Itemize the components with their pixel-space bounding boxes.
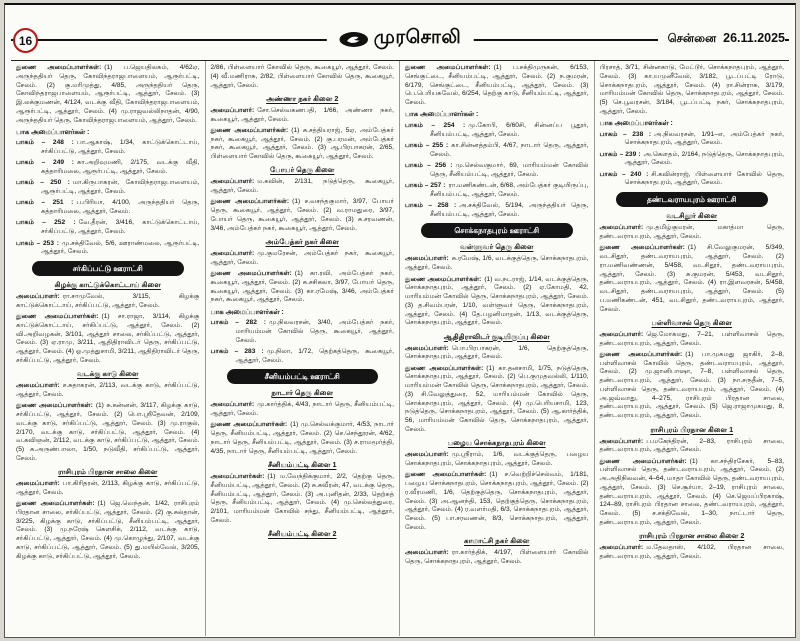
entry-text: மு.குமரேசன், அம்பேத்கர் நகர், கூகையூர், ஆத்தூர், சேலம்.: [210, 249, 394, 266]
entry-paragraph: [211, 178, 395, 196]
newspaper-logo: [327, 27, 474, 51]
column-4: [595, 61, 790, 636]
entry-text: பிரசாத், 3/71, சின்னகாடு, மேட்டூர், சொக்கநாதபுரம், ஆத்தூர், சேலம். (3) கா.யமுனீவேல், 3/182, பூடப்பட்டி ரோடு, சொக்கநாதபுரம், ஆத்தூர், சேலம். (4) ரா.சின்ராசு, 3/179, மாரியம்மன் கோவில் தெரு, சொக்கநாதபுரம், ஆத்தூர், சேலம். (5) செ.பூவரசன், 3/184, பூடப்பட்டி நகர், சொக்கநாதபுரம், ஆத்தூர், சேலம்.: [599, 64, 784, 115]
bird-logo-icon: [339, 31, 369, 48]
entry-text: (1) ப.சக்திமுருகன், 6/153, செங்குட்டை, சீனியம்பட்டி, ஆத்தூர், சேலம். (2) ந.குமரன், 6/179, செங்குட்டை, சீனியம்பட்டி, ஆத்தூர், சேலம். (3) பெ.பெரியசுவேல், 6/254, தெற்கு காடு, சீனியம்பட்டி, ஆத்தூர், சேலம்.: [405, 64, 589, 107]
entry-text: மு.செல்வகுமார், 69, மாரியம்மன் கோவில் தெரு, சீனியம்பட்டி, ஆத்தூர், சேலம்.: [430, 161, 589, 178]
entry-label: துணை அமைப்பாளர்கள்:: [405, 364, 484, 372]
entry-label: துணை அமைப்பாளர்கள்:: [405, 471, 487, 479]
entry-label: பாகம் – 258 :: [405, 201, 457, 209]
entry-label: பாகம் – 254 :: [405, 121, 466, 129]
section-label: பாக அமைப்பாளர்கள் :: [405, 111, 479, 119]
entry-label: அமைப்பாளர்:: [210, 178, 255, 186]
entry-label: பாகம் – 256 :: [405, 161, 453, 169]
page-number: 16: [18, 33, 33, 48]
entry-paragraph: [600, 244, 785, 314]
entry-text: மு.கார்த்திக், 4/43, நாடார் தெரு, சீனியம்பட்டி, ஆத்தூர், சேலம்.: [210, 401, 394, 418]
entry-text: கா.சின்னத்தம்பி, 4/67, நாடார் தெரு, ஆத்தூர், சேலம்.: [430, 141, 589, 158]
entry-text: மு.தமிழ்குமரன், மகாத்மா தெரு, தண்டவராயபுரம், ஆத்தூர், சேலம்.: [599, 224, 784, 240]
entry-label: பாகம் – 248 :: [16, 139, 74, 147]
entry-paragraph: [600, 438, 785, 456]
branch-header: நாடார் தெரு கிளை: [271, 388, 334, 398]
entry-label: பாகம் – 239 :: [599, 150, 641, 158]
edition-city: சென்னை: [667, 33, 717, 45]
entry-paragraph: [211, 127, 395, 162]
entry-label: அமைப்பாளர்:: [210, 401, 255, 409]
branch-header: பழைய சொக்கநாதபுரம் கிளை: [447, 438, 546, 448]
entry-label: பாகம் – 257 :: [405, 181, 446, 189]
entry-text: மா.கிருபாகரன், கோவிந்தராஜபாளையம், ஆரூர்பட்டி, ஆத்தூர், சேலம்.: [41, 179, 200, 196]
columns: [11, 60, 789, 636]
entry-text: ம.தேவதாஸ், 4/102, பிரதான சாலை, தண்டவராயபுரம், ஆத்தூர், சேலம்.: [599, 544, 784, 560]
entry-paragraph: [405, 64, 589, 108]
entry-label: துணை அமைப்பாளர்கள்:: [405, 64, 491, 71]
entry-label: பாகம் – 250 :: [16, 179, 70, 187]
edition-date: 26.11.2025: [723, 31, 785, 45]
entry-text: ஜெ.மோகமது, 7–21, பள்ளிவாசல் தெரு, தண்டவராயபுரம், ஆத்தூர், சேலம்.: [599, 330, 784, 347]
entry-paragraph: [600, 331, 785, 349]
part-entry: [211, 319, 395, 345]
entry-paragraph: [405, 365, 589, 435]
entry-paragraph: [600, 64, 785, 117]
entry-text: (1) வ.நடராஜ், 1/14, வடக்குத்தெரு, சொக்கநாதபுரம், ஆத்தூர், சேலம். (2) ஏ.கோமதி, 42, மாரியம்மன் கோவில் தெரு, சொக்கநாதபுரம், ஆத்தூர், சேலம். (3) த.சிவம்பரன், 1/10, வள்ளுவர் தெரு, சொக்கநாதபுரம், ஆத்தூர், சேலம். (4) தே.பழனிமாறன், 1/13, வடக்குத்தெரு, சொக்கநாதபுரம், ஆத்தூர், சேலம்.: [405, 275, 589, 327]
entry-label: அமைப்பாளர்:: [405, 255, 449, 263]
entry-paragraph: [211, 198, 395, 233]
page-number-badge: [13, 28, 38, 53]
branch-header: பள்ளிவாசல் தெரு கிளை: [651, 317, 732, 327]
entry-paragraph: [16, 313, 200, 366]
entry-label: துணை அமைப்பாளர்கள்:: [210, 270, 292, 278]
entry-text: மு.சக்திவேல், 5/6, ஊராண்மலை, ஆரூர்பட்டி, ஆத்தூர், சேலம்.: [41, 239, 200, 256]
part-entry: [405, 162, 589, 180]
entry-label: பாகம் – 255 :: [405, 141, 449, 149]
entry-label: அமைப்பாளர்:: [16, 480, 60, 488]
entry-paragraph: [405, 451, 589, 469]
column-1: [11, 61, 206, 636]
entry-text: (1) மு.செல்வக்குமார், 4/53, நாடார் தெரு, சீனியம்பட்டி, ஆத்தூர், சேலம். (2) செ.செந்தூரன், 4/62, நாடார் தெரு, சீனியம்பட்டி, ஆத்தூர், சேலம். (3) ச.ராமமூர்த்தி, 4/35, நாடார் தெரு, சீனியம்பட்டி, ஆத்தூர், சேலம்.: [210, 421, 394, 455]
entry-text: (1) ச.வசந்தகுமார், 3/97, போயர் தெரு, கூகையூர், ஆத்தூர், சேலம். (2) வ.ராமதுரை, 3/97, போயர் தெரு, கூகையூர், ஆத்தூர், சேலம். (3) சு.சரவணன், 3/46, அம்பேத்கர் நகர், கூகையூர், ஆத்தூர், சேலம்.: [210, 198, 394, 232]
branch-header: சீனியம்பட்டி கிளை 1: [268, 460, 337, 469]
branch-header: ராசிபுரம் பிரதான சாலை கிளை: [58, 467, 158, 477]
entry-text: (1) சி.வேலுகுமரன், 5/349, வடசிதூர், தண்டவராயபுரம், ஆத்தூர், சேலம். (2) ரா.மணிவண்ணன், 5/458, வடசிதூர், தண்டவராயபுரம், ஆத்தூர், சேலம். (3) சு.குமரன், 5/453, வடசிதூர், தண்டவராயபுரம், ஆத்தூர், சேலம். (4) ரா.இளவரசன், 5/458, வடசிதூர், தண்டவராயபுரம், ஆத்தூர், சேலம். (5) ப.மணிகண்டன், 451, வடசிதூர், தண்டவராயபுரம், ஆத்தூர், சேலம்.: [599, 244, 784, 313]
part-entry: [600, 151, 785, 169]
branch-header: ராசிபுரம் பிரதான கிளை 1: [650, 424, 734, 434]
entry-paragraph: [405, 471, 589, 532]
entry-text: மு.கோபி, 6/60சி, சின்னப்ப பூதூர், சீனியம்பட்டி, ஆத்தூர், சேலம்.: [430, 121, 589, 138]
part-entry: [16, 139, 200, 157]
entry-label: அமைப்பாளர்:: [599, 437, 644, 445]
entry-text: கா.அறிவுமணி, 2/175, வடக்கு வீதி, கத்தாரிமலை, ஆரூர்பட்டி, ஆத்தூர், சேலம்.: [41, 159, 200, 176]
entry-paragraph: [16, 293, 200, 311]
entry-text: (1) சு.சத்தியராஜ், 5ஏ, அம்பேத்கர் நகர், கூகையூர், ஆத்தூர், சேலம். (2) கு.பரமன், அம்பேத்கர் நகர், கூகையூர், ஆத்தூர், சேலம். (3) ஆ.பிரபாகரன், 2/65, பிள்ளையார் கோவில் தெரு, கூகையூர், ஆத்தூர், சேலம்.: [210, 126, 394, 161]
entry-paragraph: [211, 421, 395, 456]
entry-label: அமைப்பாளர்:: [599, 224, 644, 232]
part-entry: [16, 159, 200, 177]
entry-label: அமைப்பாளர்கள்:: [210, 473, 265, 480]
entry-label: துணை அமைப்பாளர்கள்:: [405, 275, 482, 283]
entry-text: ரா.மணிகண்டன், 6/68, அம்பேத்கர் குடியிருப்பு, சீனியம்பட்டி, ஆத்தூர், சேலம்.: [430, 181, 589, 198]
entry-paragraph: [211, 64, 395, 90]
entry-text: பொ.பிரபாகரன், 1/6, தெற்குத்தெரு, சொக்கநாதபுரம், ஆத்தூர், சேலம்.: [405, 344, 589, 361]
branch-header: ஆதிதிராவிடர் குடியிருப்பு கிளை: [443, 331, 550, 341]
entry-paragraph: [16, 480, 200, 498]
entry-text: (1) ம.வேந்திக்குமார், 2/2, தெற்கு தெரு, சீனியம்பட்டி, ஆத்தூர், சேலம். (2) சு.கவீரன், 47, வடக்கு தெரு, சீனியம்பட்டி, ஆத்தூர், சேலம். (3) அ.புனிதன், 2/33, தெற்கத் தெரு, சீனியம்பட்டி, ஆத்தூர், சேலம். (4) மு.செல்லத்துரை, 2/101, மாரியம்மன் கோவில் சந்து, சீனியம்பட்டி, ஆத்தூர், சேலம்.: [210, 473, 394, 524]
entry-text: ரா.சாமுவேல், 3/115, கிழக்கு காட்டுக்கொட்டாய், சர்கிப்பட்டு, ஆத்தூர், சேலம்.: [16, 293, 200, 309]
edition-dateline: [658, 31, 785, 47]
entry-label: துணை அமைப்பாளர்கள்:: [599, 244, 685, 252]
entry-label: அமைப்பாளர்:: [405, 344, 449, 352]
part-entry: [16, 219, 200, 237]
column-2: [206, 61, 401, 636]
entry-text: (1) ஜெ.வெந்தன், 1/42, ராசிபுரம் பிரதான சாலை, சர்கிப்பட்டு, ஆத்தூர், சேலம். (2) கு.சுல்தான், 3/225, கிழக்கு காடு, சர்கிப்பட்டு, சீனியம்பட்டி, ஆத்தூர், சேலம். (3) மு.நரேஷ் கௌசிக், 2/112, வடக்கு காடு, சர்கிப்பட்டு, ஆத்தூர், சேலம். (4) மு.கொழுந்து, 2/107, வடக்கு காடு, சர்கிப்பட்டு, ஆத்தூர், சேலம். (5) து.மயில்வேல், 3/205, கிழக்கு காடு, சர்கிப்பட்டு, ஆத்தூர், சேலம்.: [16, 500, 200, 560]
entry-label: அமைப்பாளர்:: [210, 106, 255, 114]
entry-paragraph: [600, 224, 785, 242]
entry-text: அ.சக்திவேல், 5/194, அருந்ததியர் தெரு, சீனியம்பட்டி, ஆத்தூர், சேலம்.: [430, 201, 589, 218]
entry-paragraph: [16, 500, 200, 561]
branch-header: காமாட்சி நகர் கிளை: [464, 536, 530, 546]
entry-label: துணை அமைப்பாளர்கள்:: [16, 500, 95, 508]
branch-header: வடக்கு காடு கிளை: [77, 369, 139, 379]
entry-text: மு.நிலவரசன், 3/40, அம்பேத்கர் நகர், மாரியம்மன் கோவில் தெரு, கூகையூர், ஆத்தூர், சேலம்.: [235, 319, 394, 344]
entry-label: துணை அமைப்பாளர்கள்:: [16, 402, 93, 410]
entry-paragraph: [211, 401, 395, 419]
entry-label: அமைப்பாளர்:: [405, 549, 449, 557]
entry-text: (1) சா.ராஜா, 3/114, கிழக்கு காட்டுக்கொட்டாய், சர்கிப்பட்டு, ஆத்தூர், சேலம். (2) வி.அறிவழகன், 3/101, ஆத்தூர் சாலை, சர்கிப்பட்டு, ஆத்தூர், சேலம். (3) ஏ.ராமு, 3/211, ஆதிதிராவிடர் தெரு, சர்கிப்பட்டு, ஆத்தூர், சேலம். (4) ஓ.முத்துசாமி, 3/211, ஆதிதிராவிடர் தெரு, சர்கிப்பட்டு, ஆத்தூர், சேலம்.: [16, 313, 200, 364]
entry-text: ம.கவின், 2/131, நடுத்தெரு, கூகையூர், ஆத்தூர், சேலம்.: [210, 178, 394, 195]
entry-paragraph: [405, 255, 589, 273]
entry-text: (1) ப.ஜெயதிலகம், 4/62ஏ, அருந்ததியர் தெரு, கோவிந்தராஜபாளையம், ஆரூர்பட்டி, சேலம். (2) கு.மரிமுத்து, 4/85, அருந்ததியர் தெரு, கோவிந்தராஜபாளையம், ஆரூர்பட்டி, ஆத்தூர், சேலம். (3) இ.லக்குமணன், 4/124, வடக்கு வீதி, கோவிந்தராஜபாளையம், ஆரூர்பட்டி, ஆத்தூர், சேலம். (4) மு.ராஜவல்லிநாதன், 4/90, அருந்ததியர் தெரு, கோவிந்தராஜபாளையம், ஆத்தூர், சேலம்.: [16, 64, 200, 124]
entry-text: பா.ஆகாஷ், 1/34, காட்டுக்கொட்டாய், சர்கிப்பட்டு, ஆத்தூர், சேலம்.: [41, 139, 200, 156]
entry-paragraph: [211, 107, 395, 125]
part-entry: [600, 171, 785, 189]
entry-paragraph: [16, 382, 200, 400]
entry-paragraph: [405, 549, 589, 567]
entry-text: சோ.செல்வகணபதி, 1/66, அண்ணா நகர், கூகையூர், ஆத்தூர், சேலம்.: [210, 106, 394, 123]
entry-text: (1) கா.ரவி, அம்பேத்கர் நகர், கூகையூர், ஆத்தூர், சேலம். (2) சு.சசிகலா, 3/97, போயர் தெரு, கூகையூர், ஆத்தூர், சேலம். (3) கா.ரமேஷ், 3/46, அம்பேத்கர் நகர், கூகையூர், ஆத்தூர், சேலம்.: [210, 270, 394, 304]
entry-paragraph: [211, 250, 395, 268]
part-entry: [16, 199, 200, 217]
entry-label: துணை அமைப்பாளர்கள்:: [16, 313, 99, 321]
entry-label: பாகம் – 238 :: [599, 130, 652, 138]
branch-header: வள்ளுவர் தெரு கிளை: [460, 242, 534, 252]
entry-paragraph: [211, 270, 395, 305]
entry-label: பாகம் – 249 :: [16, 159, 74, 167]
entry-text: ப.மகேந்திரன், 2–83, ராசிபுரம் சாலை, தண்டவராயபுரம், ஆத்தூர், சேலம்.: [599, 437, 784, 454]
entry-label: துணை அமைப்பாளர்கள்:: [210, 126, 289, 134]
entry-label: துணை அமைப்பாளர்கள்:: [599, 457, 687, 465]
part-entry: [405, 142, 589, 160]
entry-label: துணை அமைப்பாளர்கள்:: [210, 198, 290, 206]
branch-header: சீனியம்பட்டி கிளை 2: [268, 529, 337, 539]
entry-text: அ.நிலவரசன், 1/91–எ, அம்பேத்கர் நகர், சொக்கநாதபுரம், ஆத்தூர், சேலம்.: [624, 130, 784, 147]
entry-label: துணை அமைப்பாளர்கள்:: [16, 64, 102, 71]
entry-text: ரா.கார்த்திக், 4/197, பிள்ளையார் கோவில் தெரு, சொக்கநாதபுரம், ஆத்தூர், சேலம்.: [405, 549, 589, 565]
entry-label: பாகம் – 253 :: [16, 239, 59, 247]
entry-text: (1) சு.கன்னன், 3/117, கிழக்கு காடு, சர்கிப்பட்டு, ஆத்தூர், சேலம். (2) பொ.ஸ்ரீதேவன், 2/109, வடக்கு காடு, சர்கிப்பட்டு, ஆத்தூர், சேலம். (3) மு.ராகுல், 2/170, வடக்கு காடு, சர்கிப்பட்டு, ஆத்தூர், சேலம். (4) வ.கவிஞன், 2/112, வடக்கு காடு, சர்கிப்பட்டு, ஆத்தூர், சேலம். (5) சு.அருண்பாலா, 1/50, நடுவீதி, சர்கிப்பட்டு, ஆத்தூர், சேலம்.: [16, 402, 200, 462]
entry-paragraph: [600, 544, 785, 562]
entry-text: 2/86, பிள்ளையார் கோவில் தெரு, கூகையூர், ஆத்தூர், சேலம். (4) வீ.மணிராசு, 2/82, பிள்ளையார் கோவில் தெரு, கூகையூர், ஆத்தூர், சேலம்.: [210, 64, 394, 89]
entry-label: அமைப்பாளர்:: [599, 330, 644, 338]
entry-text: (1) ச.வெற்றிச்செல்வம், 1/181, பழைய சொக்கநாதபுரம், சொக்கநாதபுரம், ஆத்தூர், சேலம். (2) ர.வீரமணி, 1/6, தெற்குத்தெரு, சொக்கநாதபுரம், ஆத்தூர், சேலம். (3) அ.ஆனந்தி, 153, தெற்குத்தெரு, சொக்கநாதபுரம், ஆத்தூர், சேலம். (4) ர.வளர்மதி, 6/3, சொக்கநாதபுரம், ஆத்தூர், சேலம். (5) பா.சரவணன், 8/3, சொக்கநாதபுரம், ஆத்தூர், சேலம்.: [405, 471, 589, 531]
entry-paragraph: [405, 345, 589, 363]
part-entry: [405, 182, 589, 200]
branch-header: வடசிதூர் கிளை: [666, 211, 718, 221]
entry-paragraph: [211, 473, 395, 526]
branch-header: ராசிபுரம் பிரதான சாலை கிளை 2: [639, 531, 745, 541]
panchayat-header: சர்கிப்பட்டு ஊராட்சி: [32, 261, 184, 276]
part-entry: [16, 240, 200, 258]
entry-label: துணை அமைப்பாளர்கள்:: [599, 350, 683, 358]
branch-header: போயர் தெரு கிளை: [270, 165, 335, 175]
entry-text: அ.கௌதம், 2/164, நடுத்தெரு, சொக்கநாதபுரம், ஆத்தூர், சேலம்.: [624, 150, 784, 167]
newspaper-page: [4, 3, 796, 638]
branch-header: அம்பேத்கர் நகர் கிளை: [265, 236, 339, 246]
part-entry: [405, 202, 589, 220]
entry-paragraph: [600, 458, 785, 528]
entry-label: அமைப்பாளர்:: [210, 249, 255, 257]
entry-paragraph: [16, 64, 200, 125]
entry-text: ச.சுதாகரன், 2/113, வடக்கு காடு, சர்கிப்பட்டு, ஆத்தூர், சேலம்.: [16, 382, 200, 398]
entry-text: பா.கிரிதரன், 2/113, கிழக்கு காடு, சர்கிப்பட்டு, ஆத்தூர், சேலம்.: [16, 480, 200, 496]
entry-label: பாகம் – 283 :: [210, 347, 264, 355]
entry-text: (1) கா.தனசாமி, 1/75, நடுத்தெரு, சொக்கநாதபுரம், ஆத்தூர், சேலம். (2) பெ.குமுதவல்லி, 1/110, மாரியம்மன் கோவில் தெரு, சொக்கநாதபுரம், ஆத்தூர், சேலம். (3) சி.வேலுத்துரை, 52, மாரியம்மன் கோவில் தெரு, சொக்கநாதபுரம், ஆத்தூர், சேலம். (4) மு.பெரியசாமி, 123, நடுத்தெரு, சொக்கநாதபுரம், ஆத்தூர், சேலம். (5) ஆ.கார்த்திக், 56, மாரியம்மன் கோவில் தெரு, சொக்கநாதபுரம், ஆத்தூர், சேலம்.: [405, 364, 589, 433]
panchayat-header: சீனியம்பட்டி ஊராட்சி: [227, 369, 379, 384]
part-entry: [211, 348, 395, 366]
masthead: [5, 5, 795, 57]
panchayat-header: சொக்கநாதபுரம் ஊராட்சி: [421, 223, 573, 238]
column-3: [400, 61, 595, 636]
entry-label: பாகம் – 282 :: [210, 319, 266, 327]
entry-paragraph: [405, 276, 589, 329]
entry-text: மு.ஸ்ரீராம், 1/6, வடக்குத்தெரு, பழைய சொக்கநாதபுரம், சொக்கநாதபுரம், ஆத்தூர், சேலம்.: [405, 451, 589, 468]
entry-text: (1) கா.சந்திரசேகர், 5–83, பள்ளிவாசல் தெரு, தண்டவராயபுரம், ஆத்தூர், சேலம். (2) அ.அதிநிலவன், 4–64, மாதா கோவில் தெரு, தண்டவராயபுரம், ஆத்தூர், சேலம். (3) செ.சூர்யா, 2–19, ராசிபுரம் சாலை, தண்டவராயபுரம், ஆத்தூர், சேலம். (4) செ.ஜெயப்பிரகாஷ், 124–89, ராசிபுரம் பிரதான சாலை, தண்டவராயபுரம், ஆத்தூர், சேலம். (5) ச.சக்திவேல், 1–30, நாட்டார் தெரு, தண்டவராயபுரம், ஆத்தூர், சேலம்.: [599, 457, 784, 526]
entry-label: அமைப்பாளர்:: [16, 293, 60, 301]
entry-text: ப.பிரியா, 4/100, அருந்ததியர் தெரு, கத்தாரிமலை, ஆத்தூர், சேலம்.: [41, 199, 200, 216]
entry-text: வே.தீரன், 3/416, காட்டுக்கொட்டாய், சர்கிப்பட்டு, ஆத்தூர், சேலம்.: [41, 219, 200, 236]
entry-paragraph: [16, 402, 200, 463]
section-label: பாக அமைப்பாளர்கள் :: [210, 308, 284, 316]
entry-text: மு.நிலா, 1/72, தெற்கத்தெரு, கூகையூர், ஆத்தூர், சேலம்.: [235, 347, 394, 364]
section-label: பாக அமைப்பாளர்கள் :: [16, 128, 90, 136]
entry-label: அமைப்பாளர்:: [405, 451, 449, 459]
entry-label: பாகம் – 251 :: [16, 199, 74, 207]
entry-label: பாகம் – 252 :: [16, 219, 76, 227]
entry-label: அமைப்பாளர்:: [16, 382, 60, 390]
entry-paragraph: [600, 351, 785, 421]
panchayat-header: தண்டவராயபுரம் ஊராட்சி: [616, 192, 769, 207]
entry-text: சி.கவின்ராஜ், பிள்ளையார் கோவில் தெரு, சொக்கநாதபுரம், ஆத்தூர், சேலம்.: [624, 170, 784, 187]
part-entry: [600, 131, 785, 149]
part-entry: [405, 122, 589, 140]
newspaper-title: முரசொலி: [373, 27, 462, 48]
section-label: பாக அமைப்பாளர்கள் :: [599, 120, 673, 128]
entry-label: பாகம் – 240 :: [599, 170, 649, 178]
branch-header: அண்ணா நகர் கிளை 2: [266, 93, 339, 103]
part-entry: [16, 179, 200, 197]
entry-label: அமைப்பாளர்:: [599, 544, 644, 552]
branch-header: கிழக்கு காட்டுக்கொட்டாய் கிளை: [54, 280, 161, 290]
entry-text: (1) பா.முகமது ஜாகிர், 2–8, பள்ளிவாசல் கோவில் தெரு, தண்டவராயபுரம், ஆத்தூர், சேலம். (2) மு.ஜானிபாஷா, 7–8, பள்ளிவாசல் தெரு, தண்டவராயபுரம், ஆத்தூர், சேலம். (3) நா.சருதீன், 7–5, பள்ளிவாசல் தெரு, தண்டவராயபுரம், ஆத்தூர், சேலம். (4) அ.ஜவ்வாது, 4–275, ராசிபுரம் பிரதான சாலை, தண்டவராயபுரம், ஆத்தூர், சேலம். (5) ஜெ.ராஜாமுகமது, 8, தண்டவராயபுரம், ஆத்தூர், சேலம்.: [599, 350, 784, 420]
entry-text: சு.ரமேஷ், 1/6, வடக்குத்தெரு, சொக்கநாதபுரம், ஆத்தூர், சேலம்.: [405, 255, 589, 272]
entry-label: துணை அமைப்பாளர்கள்:: [210, 421, 288, 429]
